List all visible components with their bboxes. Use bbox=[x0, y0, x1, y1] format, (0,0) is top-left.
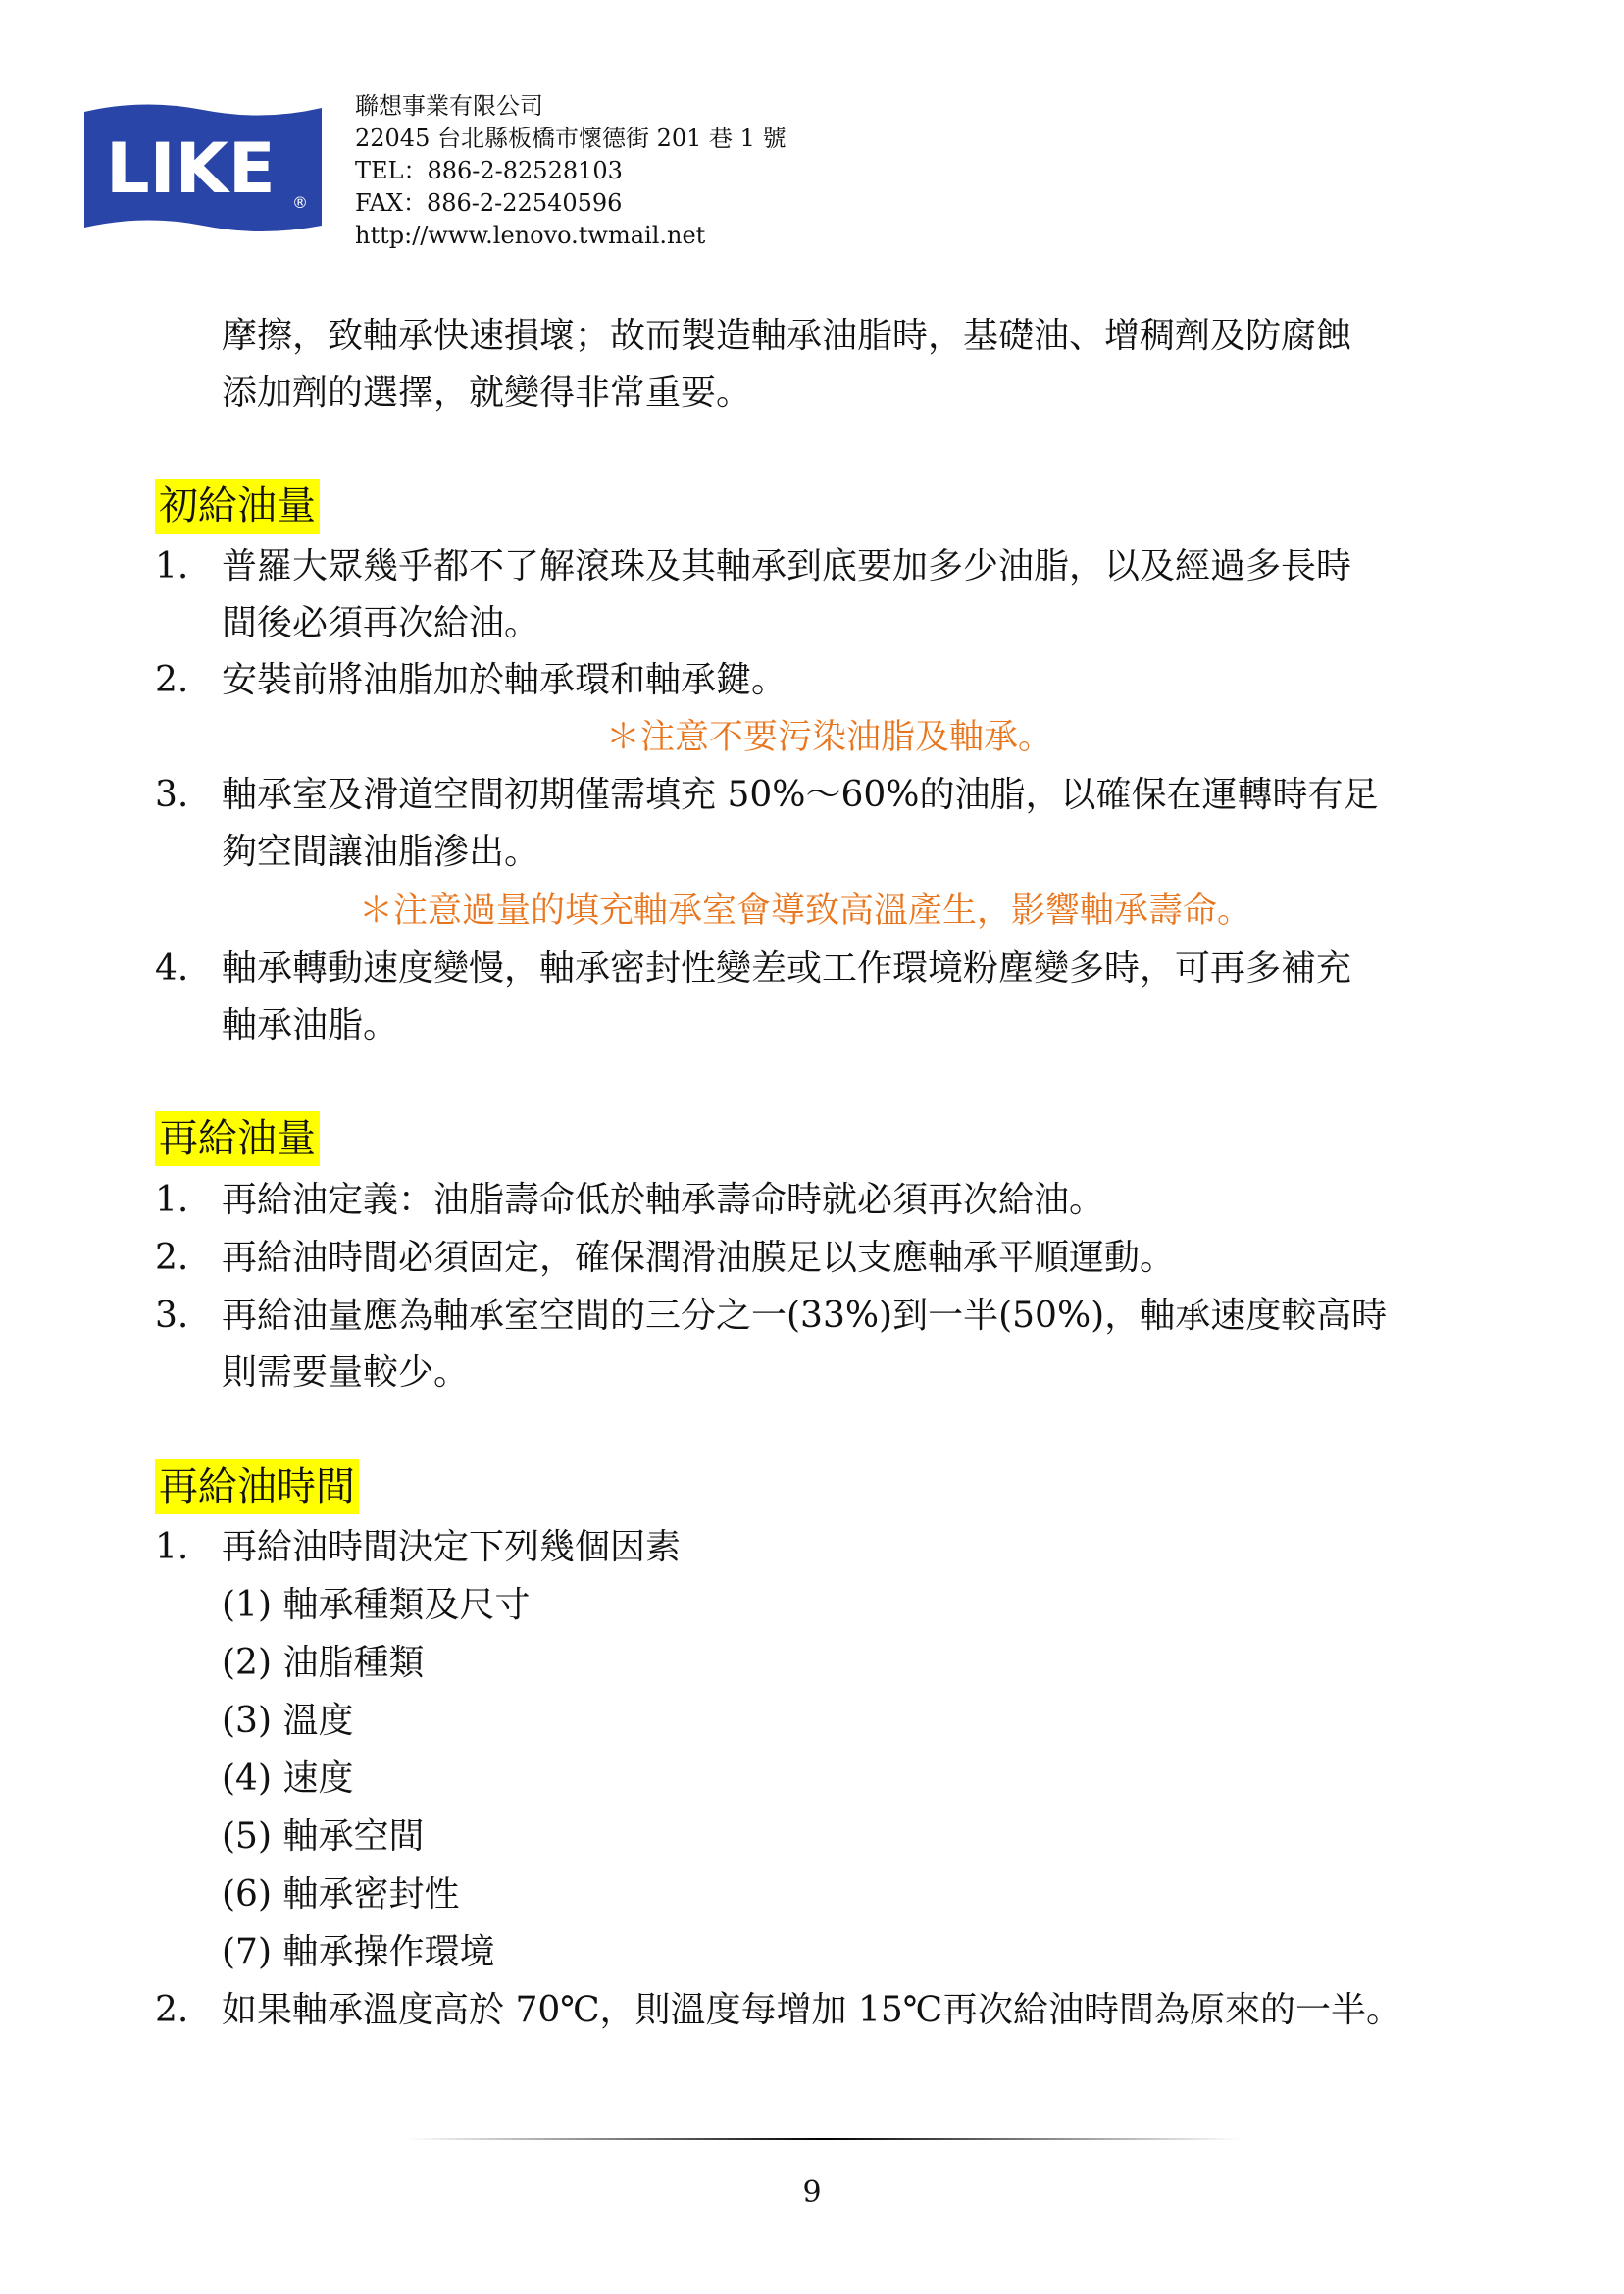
list-number: 2. bbox=[155, 1238, 189, 1278]
list-item-text: 再給油量應為軸承室空間的三分之一(33%)到一半(50%)，軸承速度較高時 bbox=[222, 1296, 1388, 1336]
page-number: 9 bbox=[802, 2175, 822, 2210]
warning-note: ＊注意不要污染油脂及軸承。 bbox=[606, 718, 1053, 757]
intro-line: 添加劑的選擇，就變得非常重要。 bbox=[222, 373, 752, 413]
footer-rule bbox=[407, 2138, 1241, 2140]
factor-item: (2) 油脂種類 bbox=[222, 1643, 425, 1683]
logo-text: LIKE bbox=[106, 128, 276, 209]
list-item-text: 再給油時間必須固定，確保潤滑油膜足以支應軸承平順運動。 bbox=[222, 1238, 1176, 1278]
letterhead bbox=[84, 90, 869, 257]
factor-item: (4) 速度 bbox=[222, 1759, 354, 1799]
list-item-text: 再給油時間決定下列幾個因素 bbox=[222, 1527, 682, 1567]
section-heading: 再給油時間 bbox=[155, 1459, 359, 1514]
company-fax: FAX：886-2-22540596 bbox=[355, 189, 623, 217]
list-number: 1. bbox=[155, 1527, 189, 1567]
list-item-text: 軸承油脂。 bbox=[222, 1005, 399, 1045]
list-item-text: 則需要量較少。 bbox=[222, 1352, 470, 1393]
section-heading: 再給油量 bbox=[155, 1111, 320, 1166]
company-address: 22045 台北縣板橋市懷德街 201 巷 1 號 bbox=[355, 125, 787, 152]
intro-line: 摩擦，致軸承快速損壞；故而製造軸承油脂時，基礎油、增稠劑及防腐蝕 bbox=[222, 316, 1352, 356]
registered-mark: ® bbox=[292, 193, 308, 212]
list-number: 3. bbox=[155, 775, 189, 815]
factor-item: (7) 軸承操作環境 bbox=[222, 1932, 495, 1972]
list-item-text: 間後必須再次給油。 bbox=[222, 603, 540, 643]
warning-note: ＊注意過量的填充軸承室會導致高溫產生，影響軸承壽命。 bbox=[359, 892, 1252, 931]
list-number: 1. bbox=[155, 1180, 189, 1220]
list-item-text: 軸承室及滑道空間初期僅需填充 50%～60%的油脂，以確保在運轉時有足 bbox=[222, 775, 1379, 815]
section-heading: 初給油量 bbox=[155, 479, 320, 534]
list-item-text: 軸承轉動速度變慢，軸承密封性變差或工作環境粉塵變多時，可再多補充 bbox=[222, 948, 1352, 989]
factor-item: (3) 溫度 bbox=[222, 1701, 354, 1741]
list-item-text: 安裝前將油脂加於軸承環和軸承鍵。 bbox=[222, 660, 787, 700]
factor-item: (5) 軸承空間 bbox=[222, 1816, 425, 1857]
list-number: 3. bbox=[155, 1296, 189, 1336]
list-item-text: 夠空間讓油脂滲出。 bbox=[222, 832, 540, 872]
list-item-text: 如果軸承溫度高於 70℃，則溫度每增加 15℃再次給油時間為原來的一半。 bbox=[222, 1990, 1402, 2030]
list-number: 4. bbox=[155, 948, 189, 989]
list-number: 1. bbox=[155, 546, 189, 586]
factor-item: (6) 軸承密封性 bbox=[222, 1874, 460, 1914]
list-item-text: 普羅大眾幾乎都不了解滾珠及其軸承到底要加多少油脂，以及經過多長時 bbox=[222, 546, 1352, 586]
factor-item: (1) 軸承種類及尺寸 bbox=[222, 1585, 531, 1625]
list-number: 2. bbox=[155, 1990, 189, 2030]
like-logo bbox=[84, 98, 322, 237]
company-tel: TEL：886-2-82528103 bbox=[355, 157, 623, 184]
company-url[interactable]: http://www.lenovo.twmail.net bbox=[355, 222, 706, 249]
list-number: 2. bbox=[155, 660, 189, 700]
company-name: 聯想事業有限公司 bbox=[355, 92, 543, 120]
company-info bbox=[355, 90, 787, 252]
list-item-text: 再給油定義：油脂壽命低於軸承壽命時就必須再次給油。 bbox=[222, 1180, 1105, 1220]
